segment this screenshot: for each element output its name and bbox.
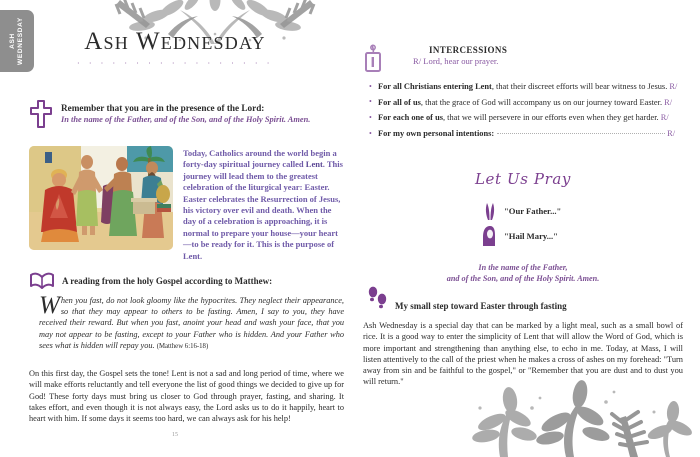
list-item — [369, 97, 683, 108]
section-tab-line1: ASH — [9, 33, 16, 49]
sign-of-cross-line1: In the name of the Father, — [478, 263, 568, 272]
intercession-response: R/ — [667, 129, 676, 139]
intro-bold-lent: Lent — [305, 159, 323, 170]
praying-hands-icon — [481, 201, 499, 221]
fasting-heading-row — [367, 286, 683, 312]
section-tab-line2: WEDNESDAY — [17, 17, 24, 65]
candle-icon — [363, 44, 383, 74]
intro-part1: Today, Catholics around the world begin a forty-day spiritual journey called — [183, 148, 337, 170]
intercessions-texts — [391, 44, 507, 66]
list-item — [369, 128, 683, 139]
intro-paragraph — [183, 148, 345, 262]
intercession-rest: , that we will persevere in our efforts even when they get harder. — [442, 113, 661, 123]
prayers-list — [363, 200, 683, 250]
fasting-paragraph: Ash Wednesday is a special day that can be marked by a light meal, such as a small bowl of rice. It is a good way to enter the simplicity of Lent that will allow the Word of God, which is more important and strengthening than anything else, to echo in me. Today, at Mass, I will listen attentively to the call of the priest when he makes a cross of ashes on my forehead: "Turn away from sin and be faithful to the gospel," or "Remember that you are dust and to dust you will return." — [363, 321, 683, 387]
virgin-mary-icon — [481, 225, 499, 247]
sign-of-the-cross — [363, 262, 683, 284]
gospel-text: hen you fast, do not look gloomy like the hypocrites. They neglect their appearance, so that they may appear to others to be fasting. Amen, I say to you, they have received their reward. But when you fast, anoint your head and wash your face, that you may not appear to be fasting, except to your Father who is hidden. And your Father who sees what is hidden will repay you. — [39, 296, 344, 350]
gospel-dropcap: W — [39, 292, 60, 319]
presence-line2: In the name of the Father, and of the Son, and of the Holy Spirit. Amen. — [61, 115, 311, 124]
prayer-our-father — [481, 200, 683, 222]
intercession-bold: For each one of us — [378, 113, 443, 123]
open-book-icon — [29, 272, 55, 290]
prayer-hail-mary — [481, 225, 683, 247]
intercession-response: R/ — [669, 82, 678, 91]
page-header — [0, 0, 350, 92]
let-us-pray-heading: Let Us Pray — [474, 170, 572, 188]
presence-line1: Remember that you are in the presence of the Lord: — [61, 103, 265, 113]
intercessions-title: INTERCESSIONS — [429, 45, 508, 55]
title-dot-divider: · · · · · · · · · · · · · · · · · — [76, 59, 274, 68]
intercession-response: R/ — [660, 113, 669, 123]
intercessions-response: R/ Lord, hear our prayer. — [413, 56, 499, 66]
intercession-bold: For all Christians entering Lent — [378, 82, 492, 91]
fasting-heading: My small step toward Easter through fasting — [395, 301, 567, 311]
foliage-bottom-decoration — [470, 378, 700, 457]
list-item — [369, 112, 683, 123]
footprints-icon — [367, 286, 389, 312]
biblical-scene-illustration — [29, 146, 173, 250]
prayer-label: "Our Father..." — [504, 206, 562, 216]
intercession-rest: , that the grace of God will accompany us on our journey toward Easter. — [420, 97, 665, 107]
intercession-response: R/ — [664, 97, 673, 107]
gospel-reference: (Matthew 6:16-18) — [156, 342, 209, 350]
list-item — [369, 81, 683, 92]
personal-intentions-fill-line[interactable] — [497, 133, 665, 134]
sign-of-cross-line2: and of the Son, and of the Holy Spirit. Amen. — [446, 274, 600, 283]
gospel-heading-row — [29, 272, 344, 290]
intercession-bold: For all of us — [378, 97, 421, 107]
intercessions-heading-row — [363, 44, 683, 74]
intercession-bold: For my own personal intentions: — [378, 129, 495, 139]
closing-paragraph: On this first day, the Gospel sets the tone! Lent is not a sad and long period of time, where we will make efforts reluctantly and tell everyone the list of good things we decided to give up for God! These forty days must bring us closer to God through prayer, fasting, and sharing. It takes effort, and even though it is not always easy, the Lord asks us to do it happily, heart to heart with him. If some days it seems too hard, we can always ask for his help! — [29, 369, 344, 424]
intercessions-list — [369, 81, 683, 144]
cross-icon — [29, 100, 53, 128]
page-title: Ash Wednesday — [84, 28, 266, 55]
gospel-passage — [39, 292, 344, 352]
presence-text — [61, 100, 310, 126]
presence-of-the-lord-block — [29, 100, 344, 128]
page-number: 15 — [172, 432, 178, 438]
gospel-heading: A reading from the holy Gospel according to Matthew: — [62, 276, 273, 286]
intro-part2: . This journey will lead them to the greatest celebration of the liturgical year: Easter. Easter celebrates the Resurrection of Jesus, his victory over evil and death. When the day of a celebration is approaching, it is normal to prepare your house—your heart—to be ready for it. This is the purpose of Lent. — [183, 159, 343, 261]
intercession-rest: , that their discreet efforts will bear witness to Jesus. — [491, 82, 670, 91]
prayer-label: "Hail Mary..." — [504, 231, 558, 241]
